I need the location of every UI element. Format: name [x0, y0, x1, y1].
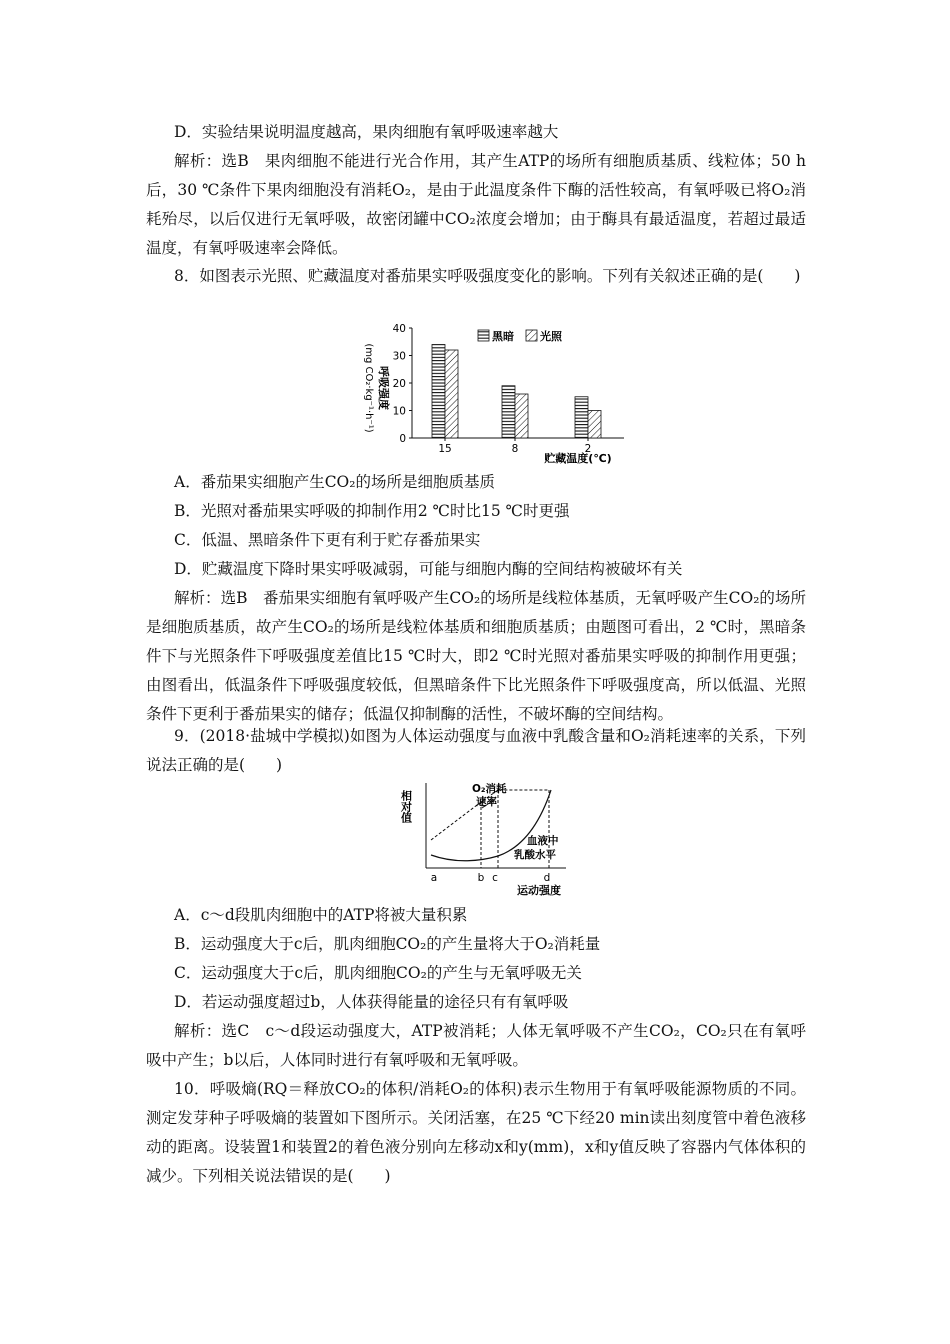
bar-light-2 — [588, 411, 601, 439]
fig9-tick-d: d — [543, 872, 551, 884]
legend-light-label: 光照 — [540, 330, 562, 343]
q9-option-a: A．c～d段肌肉细胞中的ATP将被大量积累 — [174, 906, 468, 924]
q8-option-d: D．贮藏温度下降时果实呼吸减弱，可能与细胞内酶的空间结构被破坏有关 — [174, 560, 683, 578]
q8-option-b: B．光照对番茄果实呼吸的抑制作用2 ℃时比15 ℃时更强 — [174, 502, 570, 520]
fig9-ylabel: 相对值 — [399, 790, 413, 823]
chart-xtick-label: 8 — [511, 443, 519, 455]
respiration-bar-chart — [360, 318, 630, 470]
q9-option-b: B．运动强度大于c后，肌肉细胞CO₂的产生量将大于O₂消耗量 — [174, 935, 601, 953]
legend-dark-label: 黑暗 — [492, 330, 514, 343]
fig9-tick-b: b — [477, 872, 485, 884]
legend-light-swatch — [526, 330, 537, 341]
q8-stem: 8．如图表示光照、贮藏温度对番茄果实呼吸强度变化的影响。下列有关叙述正确的是( ) — [174, 267, 801, 285]
q8-option-c: C．低温、黑暗条件下更有利于贮存番茄果实 — [174, 531, 481, 549]
q9-option-c: C．运动强度大于c后，肌肉细胞CO₂的产生与无氧呼吸无关 — [174, 964, 582, 982]
chart-ytick-label: 30 — [392, 350, 406, 363]
chart-ylabel-unit: (mg CO₂·kg⁻¹·h⁻¹) — [363, 343, 374, 433]
fig9-tick-a: a — [430, 872, 438, 884]
chart-xlabel: 贮藏温度(℃) — [544, 452, 612, 465]
q9-option-d: D．若运动强度超过b，人体获得能量的途径只有有氧呼吸 — [174, 993, 569, 1011]
bar-dark-2 — [575, 397, 588, 438]
q10-stem: 10．呼吸熵(RQ＝释放CO₂的体积/消耗O₂的体积)表示生物用于有氧呼吸能源物质的不同。测定发芽种子呼吸熵的装置如下图所示。关闭活塞，在25 ℃下经20 min读出刻度管中着色液移动的距离。设装置1和装置2的着色液分别向左移动x和y(mm)，x和y值反映了容器内气体体积的减少。下列相关说法错误的是( ) — [146, 1080, 806, 1185]
fig9-o2-label-2: 速率 — [476, 796, 497, 808]
bar-dark-8 — [502, 386, 515, 438]
q8-option-a: A．番茄果实细胞产生CO₂的场所是细胞质基质 — [174, 473, 495, 491]
fig9-tick-c: c — [492, 872, 498, 884]
q8-analysis: 解析：选B 番茄果实细胞有氧呼吸产生CO₂的场所是线粒体基质，无氧呼吸产生CO₂的场所是细胞质基质，故产生CO₂的场所是线粒体基质和细胞质基质；由题图可看出，2 ℃时，黑暗条件下与光照条件下呼吸强度差值比15 ℃时大，即2 ℃时光照对番茄果实呼吸的抑制作用更强；由图看出，低温条件下呼吸强度较低，但黑暗条件下比光照条件下呼吸强度高，所以低温、光照条件下更利于番茄果实的储存；低温仅抑制酶的活性，不破坏酶的空间结构。 — [146, 589, 806, 723]
bar-light-8 — [515, 394, 528, 438]
exercise-intensity-figure — [396, 778, 586, 896]
bar-light-15 — [445, 350, 458, 438]
chart-ytick-label: 40 — [392, 323, 406, 335]
chart-ytick-label: 10 — [392, 405, 406, 418]
q7-analysis: 解析：选B 果肉细胞不能进行光合作用，其产生ATP的场所有细胞质基质、线粒体；50 h后，30 ℃条件下果肉细胞没有消耗O₂，是由于此温度条件下酶的活性较高，有氧呼吸已将O₂消耗殆尽，以后仅进行无氧呼吸，故密闭罐中CO₂浓度会增加；由于酶具有最适温度，若超过最适温度，有氧呼吸速率会降低。 — [146, 152, 806, 257]
fig9-o2-label-1: O₂消耗 — [472, 783, 507, 795]
chart-ytick-label: 20 — [392, 378, 406, 390]
q9-stem: 9．(2018·盐城中学模拟)如图为人体运动强度与血液中乳酸含量和O₂消耗速率的关系，下列说法正确的是( ) — [146, 727, 806, 774]
chart-xtick-label: 15 — [438, 443, 452, 455]
legend-dark-swatch — [478, 330, 489, 341]
chart-ylabel-main: 呼吸强度 — [377, 366, 390, 410]
fig9-xlabel: 运动强度 — [517, 884, 561, 896]
chart-ytick-label: 0 — [399, 433, 406, 445]
q9-analysis: 解析：选C c～d段运动强度大，ATP被消耗；人体无氧呼吸不产生CO₂，CO₂只在有氧呼吸中产生；b以后，人体同时进行有氧呼吸和无氧呼吸。 — [146, 1022, 806, 1069]
q7-option-d: D．实验结果说明温度越高，果肉细胞有氧呼吸速率越大 — [174, 123, 559, 141]
bar-dark-15 — [432, 345, 445, 439]
fig9-lactate-label-2: 乳酸水平 — [514, 849, 556, 861]
chart-xtick-label: 2 — [584, 443, 592, 455]
fig9-lactate-label-1: 血液中 — [527, 835, 559, 847]
